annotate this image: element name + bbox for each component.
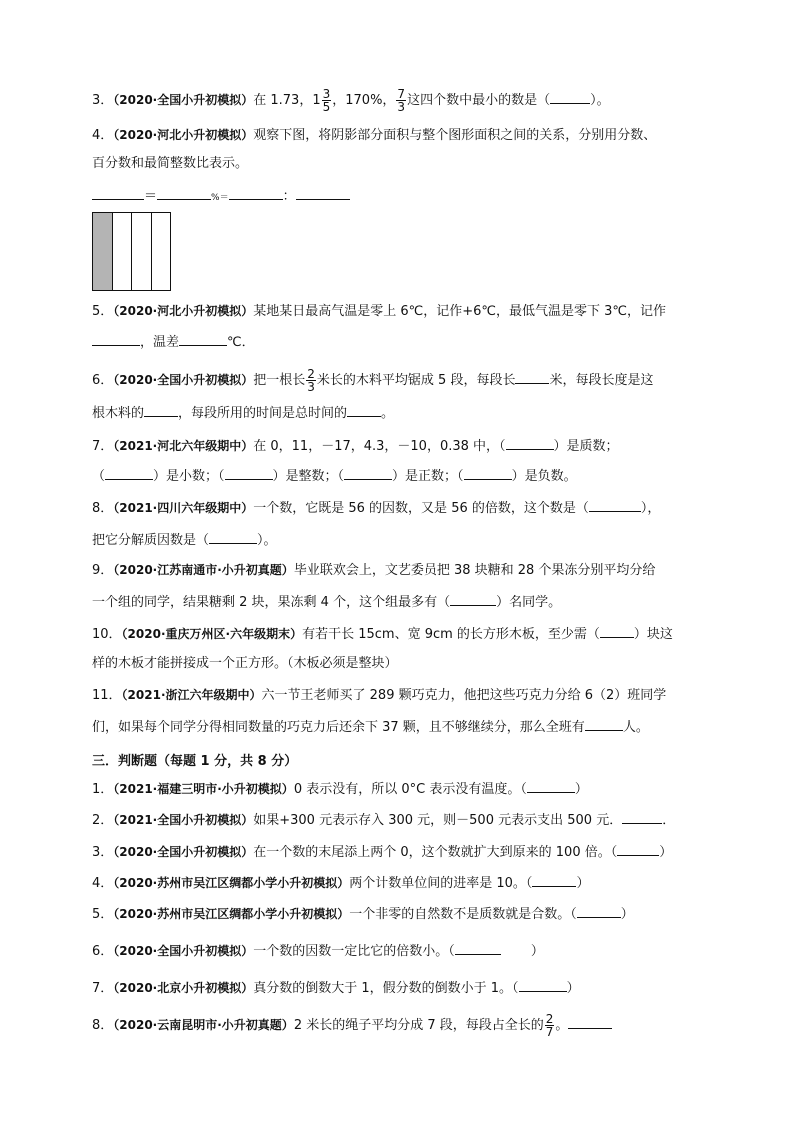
fraction (306, 368, 316, 393)
question-3 (92, 88, 712, 113)
numerator: 2 (545, 1012, 554, 1026)
question-number: 5． (92, 304, 114, 319)
question-number: 10． (92, 627, 122, 642)
question-text: ． (662, 813, 676, 828)
question-text: 在 1.73，1 (253, 93, 321, 108)
question-text: ，每段所用的时间是总时间的 (178, 406, 348, 421)
equals-sign: ＝ (144, 189, 158, 204)
question-source: （2021·河北六年级期中） (113, 439, 254, 453)
answer-blank[interactable] (577, 905, 621, 918)
answer-blank[interactable] (144, 404, 178, 417)
answer-blank[interactable] (157, 187, 211, 200)
question-source: （2021·全国小升初模拟） (113, 813, 254, 827)
question-number: 7． (92, 981, 114, 996)
question-number: 11． (92, 688, 122, 703)
shaded-rectangle-figure (92, 212, 171, 291)
question-6 (92, 368, 712, 393)
question-text: ）， (640, 501, 661, 516)
question-text: ）是整数；（ (272, 469, 345, 484)
question-9 (92, 562, 712, 579)
question-8 (92, 499, 712, 517)
question-text: ，温差 (140, 335, 180, 350)
question-text: 人。 (622, 720, 649, 735)
answer-blank[interactable] (450, 593, 496, 606)
judge-8 (92, 1013, 712, 1038)
fraction (396, 88, 406, 113)
question-source: （2020·全国小升初模拟） (113, 373, 254, 387)
question-text: 。 (381, 406, 395, 421)
answer-blank[interactable] (506, 437, 554, 450)
question-source: （2020·北京小升初模拟） (113, 981, 254, 995)
question-text: （ (92, 469, 106, 484)
answer-blank[interactable] (519, 979, 567, 992)
question-text: 某地某日最高气温是零上 6℃，记作+6℃，最低气温是零下 3℃，记作 (253, 304, 667, 319)
shaded-cell (93, 213, 113, 290)
question-text: 两个计数单位间的进率是 10。（ (349, 876, 533, 891)
question-text: ）是小数；（ (153, 469, 225, 484)
question-text: ）是负数。 (511, 469, 577, 484)
question-text: 一个非零的自然数不是质数就是合数。（ (349, 907, 577, 922)
question-4-line2 (92, 155, 712, 172)
question-text: ）是质数； (553, 439, 619, 454)
judge-6 (92, 942, 712, 960)
answer-blank[interactable] (585, 718, 623, 731)
answer-blank[interactable] (600, 625, 634, 638)
question-7 (92, 437, 712, 455)
question-number: 4． (92, 876, 114, 891)
question-number: 3． (92, 93, 114, 108)
judge-5 (92, 905, 712, 923)
denominator: 3 (307, 380, 315, 394)
question-9-line2 (92, 593, 712, 611)
question-source: （2020·云南昆明市·小升初真题） (113, 1018, 294, 1032)
question-text: 米长的木料平均锯成 5 段，每段长 (316, 373, 516, 388)
question-text: 米，每段长度是这 (549, 373, 654, 388)
question-text: 有若干长 15cm、宽 9cm 的长方形木板，至少需（ (302, 627, 600, 642)
question-source: （2021·四川六年级期中） (113, 501, 254, 515)
question-text: ） (566, 981, 580, 996)
question-text: 在一个数的末尾添上两个 0，这个数就扩大到原来的 100 倍。（ (253, 845, 618, 860)
question-number: 2． (92, 813, 114, 828)
colon-sign: ： (282, 189, 296, 204)
answer-blank[interactable] (209, 531, 257, 544)
judge-2 (92, 811, 712, 829)
numerator: 2 (307, 367, 315, 381)
question-text: ）。 (257, 533, 277, 548)
question-text: 样的木板才能拼接成一个正方形。（木板必须是整块） (92, 656, 398, 671)
question-text: ℃． (227, 335, 255, 350)
answer-blank[interactable] (527, 780, 575, 793)
question-number: 7． (92, 439, 114, 454)
answer-blank[interactable] (225, 467, 273, 480)
judge-1 (92, 780, 712, 798)
question-5 (92, 303, 712, 320)
question-11 (92, 687, 712, 704)
denominator: 3 (397, 100, 406, 114)
question-text: 六一节王老师买了 289 颗巧克力，他把这些巧克力分给 6（2）班同学 (261, 688, 667, 703)
question-7-line2 (92, 467, 712, 485)
answer-blank[interactable] (532, 874, 576, 887)
question-source: （2020·全国小升初模拟） (113, 93, 254, 107)
answer-blank[interactable] (568, 1016, 612, 1029)
numerator: 7 (397, 87, 406, 101)
question-text: 一个数的因数一定比它的倍数小。（ (253, 944, 455, 959)
denominator: 5 (322, 100, 331, 114)
answer-blank[interactable] (617, 843, 659, 856)
question-10-line2 (92, 655, 712, 672)
question-number: 8． (92, 1018, 114, 1033)
question-text: ）块这 (633, 627, 673, 642)
question-source: （2020·重庆万州区·六年级期末） (121, 627, 303, 641)
answer-blank[interactable] (105, 467, 153, 480)
cell (113, 213, 133, 290)
section-title: 三．判断题（每题 1 分，共 8 分） (92, 754, 298, 769)
question-text: ，170%， (332, 93, 396, 108)
answer-blank[interactable] (622, 811, 662, 824)
numerator: 3 (322, 87, 331, 101)
question-text: 根木料的 (92, 406, 145, 421)
question-text: ）名同学。 (496, 595, 562, 610)
question-6-line2 (92, 404, 712, 422)
question-text: 0 表示没有，所以 0°C 表示没有温度。（ (293, 782, 527, 797)
question-text: 观察下图，将阴影部分面积与整个图形面积之间的关系，分别用分数、 (253, 128, 657, 143)
question-text: ） (659, 845, 673, 860)
judge-3 (92, 843, 712, 861)
answer-blank[interactable] (589, 499, 641, 512)
denominator: 7 (545, 1025, 554, 1039)
question-text: 如果+300 元表示存入 300 元，则－500 元表示支出 500 元． (253, 813, 623, 828)
question-text: 真分数的倒数大于 1，假分数的倒数小于 1。（ (253, 981, 519, 996)
answer-blank[interactable] (347, 404, 381, 417)
question-source: （2021·浙江六年级期中） (121, 688, 262, 702)
question-text: ） (576, 876, 590, 891)
answer-blank[interactable] (455, 942, 501, 955)
question-source: （2020·河北小升初模拟） (113, 304, 254, 318)
answer-blank[interactable] (92, 333, 140, 346)
question-number: 3． (92, 845, 114, 860)
question-text: 们，如果每个同学分得相同数量的巧克力后还余下 37 颗，且不够继续分，那么全班有 (92, 720, 585, 735)
cell (132, 213, 152, 290)
question-source: （2020·江苏南通市·小升初真题） (113, 563, 294, 577)
answer-blank[interactable] (515, 371, 549, 384)
question-number: 9． (92, 563, 114, 578)
percent-equals: %＝ (211, 193, 229, 203)
question-8-line2 (92, 531, 712, 549)
question-text: ） (500, 944, 544, 959)
question-number: 5． (92, 907, 114, 922)
answer-blank[interactable] (344, 467, 392, 480)
answer-blank[interactable] (464, 467, 512, 480)
question-number: 1． (92, 782, 114, 797)
question-source: （2020·苏州市吴江区绸都小学小升初模拟） (113, 876, 350, 890)
judge-4 (92, 874, 712, 892)
judge-7 (92, 979, 712, 997)
answer-blank[interactable] (296, 187, 350, 200)
question-4-answer-line (92, 187, 712, 207)
question-text: ） (574, 782, 588, 797)
question-number: 6． (92, 944, 114, 959)
answer-blank[interactable] (229, 187, 283, 200)
question-text: 毕业联欢会上，文艺委员把 38 块糖和 28 个果冻分别平均分给 (293, 563, 656, 578)
question-text: 百分数和最简整数比表示。 (92, 156, 249, 171)
question-source: （2020·全国小升初模拟） (113, 944, 254, 958)
question-11-line2 (92, 718, 712, 736)
question-text: 把一根长 (253, 373, 306, 388)
answer-blank[interactable] (550, 91, 590, 104)
question-source: （2020·河北小升初模拟） (113, 128, 254, 142)
question-text: 一个数，它既是 56 的因数，又是 56 的倍数，这个数是（ (253, 501, 589, 516)
question-text: 这四个数中最小的数是（ (407, 93, 551, 108)
question-text: ） (620, 907, 634, 922)
question-number: 6． (92, 373, 114, 388)
question-number: 8． (92, 501, 114, 516)
question-text: 2 米长的绳子平均分成 7 段，每段占全长的 (293, 1018, 544, 1033)
question-text: 。 (555, 1018, 569, 1033)
question-source: （2021·福建三明市·小升初模拟） (113, 782, 294, 796)
question-source: （2020·苏州市吴江区绸都小学小升初模拟） (113, 907, 350, 921)
question-text: 一个组的同学，结果糖剩 2 块，果冻剩 4 个，这个组最多有（ (92, 595, 451, 610)
question-text: ）是正数；（ (392, 469, 464, 484)
question-4 (92, 127, 712, 144)
question-number: 4． (92, 128, 114, 143)
question-source: （2020·全国小升初模拟） (113, 845, 254, 859)
fraction (322, 88, 332, 113)
question-text: 在 0，11，－17，4.3，－10，0.38 中，（ (253, 439, 506, 454)
question-5-line2 (92, 333, 712, 351)
question-10 (92, 625, 712, 643)
answer-blank[interactable] (179, 333, 227, 346)
question-text: 把它分解质因数是（ (92, 533, 210, 548)
fraction (545, 1013, 555, 1038)
question-text: ）。 (590, 93, 610, 108)
answer-blank[interactable] (92, 187, 144, 200)
cell (152, 213, 171, 290)
